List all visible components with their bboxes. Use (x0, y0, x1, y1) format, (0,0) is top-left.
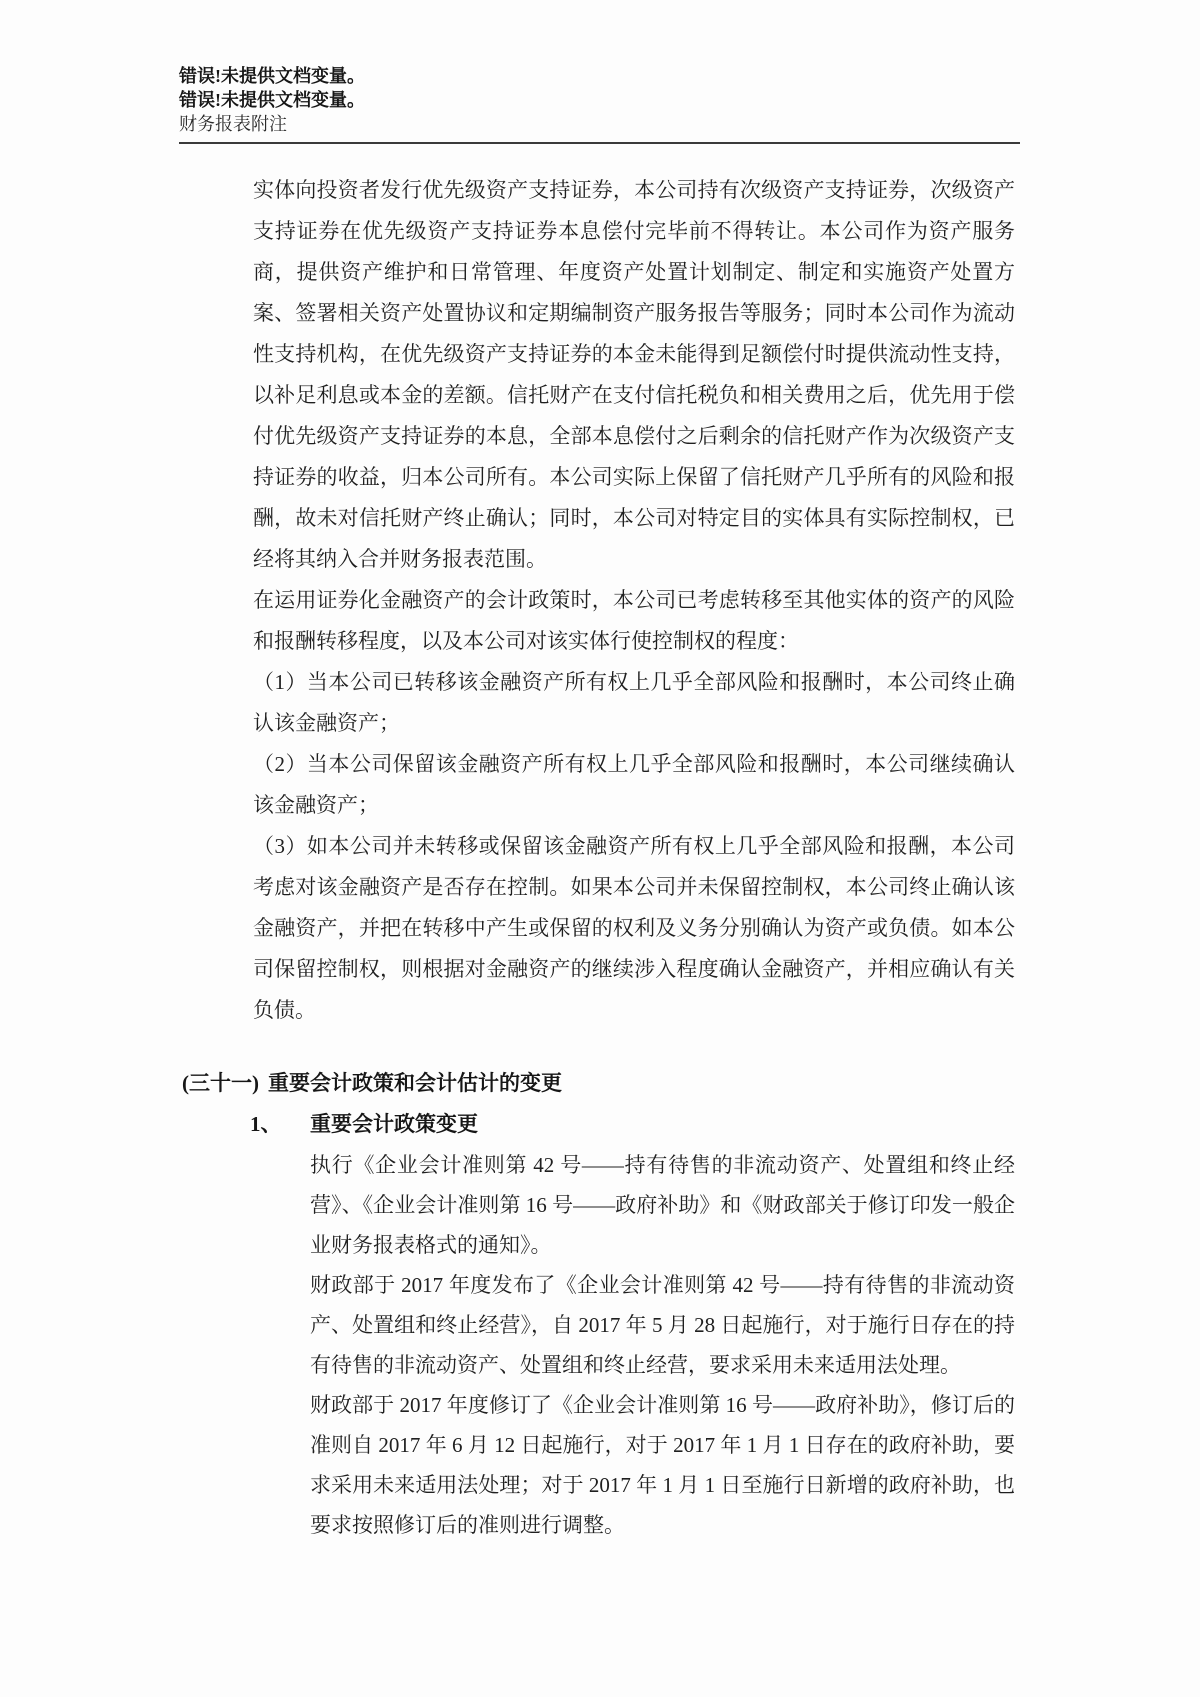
section-number: (三十一) (182, 1071, 259, 1095)
header-error-line-1: 错误!未提供文档变量。 (179, 66, 365, 86)
list-item-2: （2）当本公司保留该金融资产所有权上几乎全部风险和报酬时，本公司继续确认该金融资产； (253, 752, 1015, 817)
header-section-label: 财务报表附注 (179, 114, 287, 134)
paragraph-cas16: 财政部于 2017 年度修订了《企业会计准则第 16 号——政府补助》，修订后的准则自 2017 年 6 月 12 日起施行，对于 2017 年 1 月 1 日存在的政府补助，要求采用未来适用法处理；对于 2017 年 1 月 1 日至施行日新增的政府补助，也要求按照修订后的准则进行调整。 (310, 1393, 1015, 1537)
paragraph-securitization: 实体向投资者发行优先级资产支持证券，本公司持有次级资产支持证券，次级资产支持证券在优先级资产支持证券本息偿付完毕前不得转让。本公司作为资产服务商，提供资产维护和日常管理、年度资产处置计划制定、制定和实施资产处置方案、签署相关资产处置协议和定期编制资产服务报告等服务；同时本公司作为流动性支持机构，在优先级资产支持证券的本金未能得到足额偿付时提供流动性支持，以补足利息或本金的差额。信托财产在支付信托税负和相关费用之后，优先用于偿付优先级资产支持证券的本息，全部本息偿付之后剩余的信托财产作为次级资产支持证券的收益，归本公司所有。本公司实际上保留了信托财产几乎所有的风险和报酬，故未对信托财产终止确认；同时，本公司对特定目的实体具有实际控制权，已经将其纳入合并财务报表范围。 (253, 178, 1015, 571)
section-title: 重要会计政策和会计估计的变更 (268, 1071, 562, 1095)
subsection-text-block (310, 1145, 1015, 1545)
section-heading (182, 1063, 1200, 1104)
page-header (179, 0, 1200, 136)
paragraph-standards-adopted: 执行《企业会计准则第 42 号——持有待售的非流动资产、处置组和终止经营》、《企业会计准则第 16 号——政府补助》和《财政部关于修订印发一般企业财务报表格式的通知》。 (310, 1153, 1015, 1257)
list-item-1: （1）当本公司已转移该金融资产所有权上几乎全部风险和报酬时，本公司终止确认该金融资产； (253, 670, 1015, 735)
main-text-block (253, 170, 1015, 1031)
subsection-heading (250, 1104, 1200, 1145)
subsection-number: 1、 (250, 1112, 282, 1136)
header-error-line-2: 错误!未提供文档变量。 (179, 90, 365, 110)
subsection-title: 重要会计政策变更 (310, 1112, 478, 1136)
header-divider (179, 142, 1020, 144)
paragraph-policy-intro: 在运用证券化金融资产的会计政策时，本公司已考虑转移至其他实体的资产的风险和报酬转移程度，以及本公司对该实体行使控制权的程度： (253, 588, 1015, 653)
list-item-3: （3）如本公司并未转移或保留该金融资产所有权上几乎全部风险和报酬，本公司考虑对该金融资产是否存在控制。如果本公司并未保留控制权，本公司终止确认该金融资产，并把在转移中产生或保留的权利及义务分别确认为资产或负债。如本公司保留控制权，则根据对金融资产的继续涉入程度确认金融资产，并相应确认有关负债。 (253, 834, 1015, 1022)
paragraph-cas42: 财政部于 2017 年度发布了《企业会计准则第 42 号——持有待售的非流动资产、处置组和终止经营》，自 2017 年 5 月 28 日起施行，对于施行日存在的持有待售的非流动资产、处置组和终止经营，要求采用未来适用法处理。 (310, 1273, 1015, 1377)
